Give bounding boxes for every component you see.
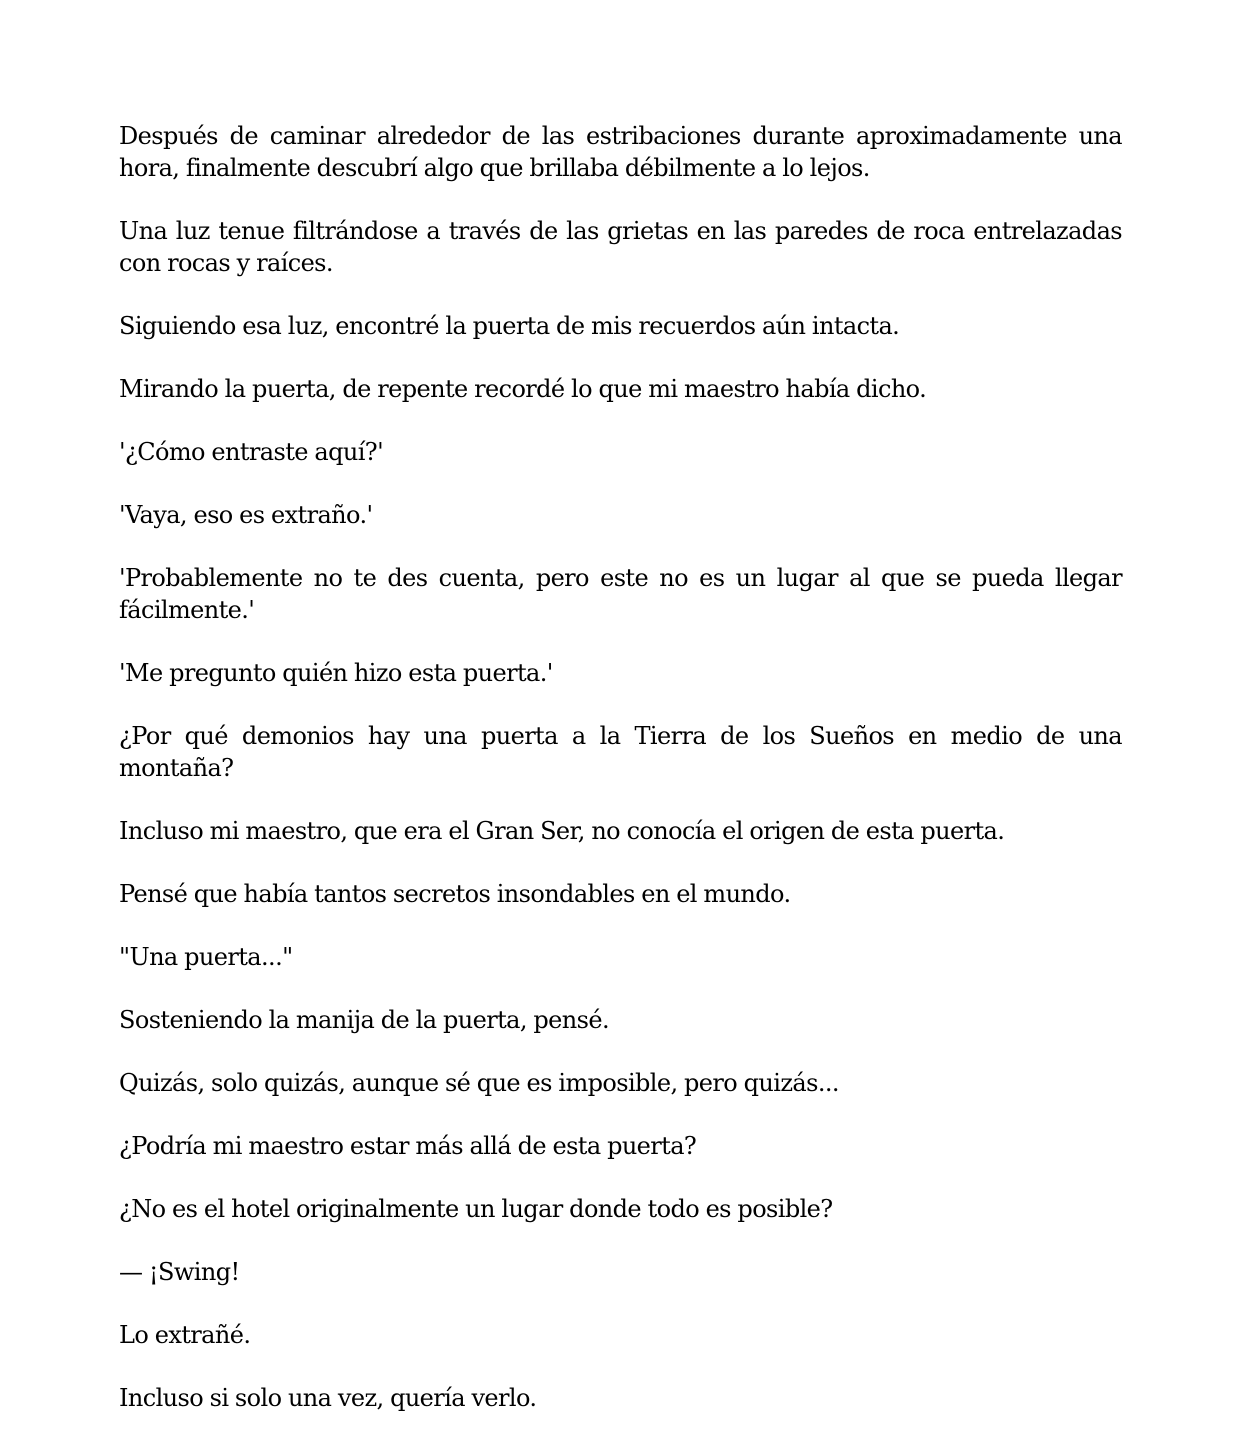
paragraph: ¿Podría mi maestro estar más allá de esta puerta?: [119, 1132, 697, 1160]
paragraph: 'Probablemente no te des cuenta, pero este no es un lugar al que se pueda llegar fácilmente.': [119, 564, 1122, 624]
paragraph: Lo extrañé.: [119, 1321, 251, 1349]
paragraph: ¿No es el hotel originalmente un lugar donde todo es posible?: [119, 1195, 833, 1223]
paragraph: Después de caminar alrededor de las estribaciones durante aproximadamente una hora, finalmente descubrí algo que brillaba débilmente a lo lejos.: [119, 122, 1122, 182]
paragraph: '¿Cómo entraste aquí?': [119, 438, 384, 466]
paragraph: Incluso mi maestro, que era el Gran Ser, no conocía el origen de esta puerta.: [119, 817, 1005, 845]
document-body: [119, 120, 1122, 1445]
paragraph: Sosteniendo la manija de la puerta, pensé.: [119, 1006, 609, 1034]
paragraph: "Una puerta...": [119, 943, 293, 971]
paragraph: Quizás, solo quizás, aunque sé que es imposible, pero quizás...: [119, 1069, 839, 1097]
paragraph: Siguiendo esa luz, encontré la puerta de mis recuerdos aún intacta.: [119, 312, 900, 340]
paragraph: Pensé que había tantos secretos insondables en el mundo.: [119, 880, 791, 908]
paragraph: Mirando la puerta, de repente recordé lo que mi maestro había dicho.: [119, 375, 927, 403]
paragraph: Incluso si solo una vez, quería verlo.: [119, 1384, 537, 1412]
paragraph: Una luz tenue filtrándose a través de las grietas en las paredes de roca entrelazadas con rocas y raíces.: [119, 217, 1122, 277]
paragraph: 'Me pregunto quién hizo esta puerta.': [119, 659, 553, 687]
paragraph: 'Vaya, eso es extraño.': [119, 501, 373, 529]
paragraph: ¿Por qué demonios hay una puerta a la Tierra de los Sueños en medio de una montaña?: [119, 722, 1122, 782]
paragraph: — ¡Swing!: [119, 1258, 240, 1286]
